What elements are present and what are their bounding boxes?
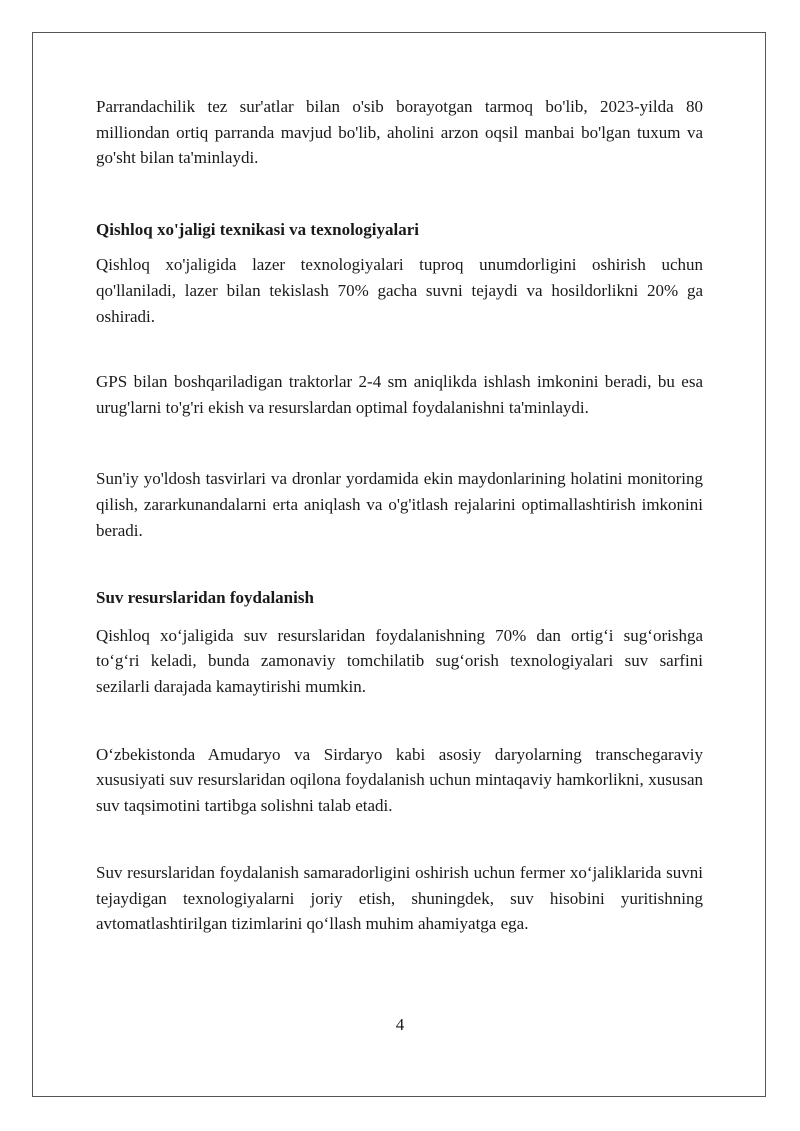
paragraph-irrigation: Qishloq xoʻjaligida suv resurslaridan foydalanishning 70% dan ortigʻi sugʻorishga toʻgʻri keladi, bunda zamonaviy tomchilatib sugʻorish texnologiyalari suv sarfini sezilarli darajada kamaytirishi mumkin. [96,625,703,696]
paragraph-poultry: Parrandachilik tez sur'atlar bilan o'sib borayotgan tarmoq bo'lib, 2023-yilda 80 milliondan ortiq parranda mavjud bo'lib, aholini arzon oqsil manbai bo'lgan tuxum va go'sht bilan ta'minlaydi. [96,97,703,168]
document-body [96,94,703,937]
heading-water-resources: Suv resurslaridan foydalanish [96,588,314,608]
paragraph-laser-tech: Qishloq xo'jaligida lazer texnologiyalari tuproq unumdorligini oshirish uchun qo'llaniladi, lazer bilan tekislash 70% gacha suvni tejaydi va hosildorlikni 20% ga oshiradi. [96,255,703,326]
paragraph-satellite-drones: Sun'iy yo'ldosh tasvirlari va dronlar yordamida ekin maydonlarining holatini monitoring qilish, zararkunandalarni erta aniqlash va o'g'itlash rejalarini optimallashtirish imkonini beradi. [96,469,703,540]
paragraph-water-efficiency: Suv resurslaridan foydalanish samaradorligini oshirish uchun fermer xoʻjaliklarida suvni tejaydigan texnologiyalarni joriy etish, shuningdek, suv hisobini yuritishning avtomatlashtirilgan tizimlarini qoʻllash muhim ahamiyatga ega. [96,863,703,934]
paragraph-transboundary-rivers: Oʻzbekistonda Amudaryo va Sirdaryo kabi asosiy daryolarning transchegaraviy xususiyati suv resurslaridan oqilona foydalanish uchun mintaqaviy hamkorlikni, xususan suv taqsimotini tartibga solishni talab etadi. [96,744,703,815]
page-number: 4 [395,1015,405,1034]
heading-agri-technology: Qishloq xo'jaligi texnikasi va texnologiyalari [96,219,420,239]
paragraph-gps-tractors: GPS bilan boshqariladigan traktorlar 2-4 sm aniqlikda ishlash imkonini beradi, bu esa urug'larni to'g'ri ekish va resurslardan optimal foydalanishni ta'minlaydi. [96,372,703,417]
